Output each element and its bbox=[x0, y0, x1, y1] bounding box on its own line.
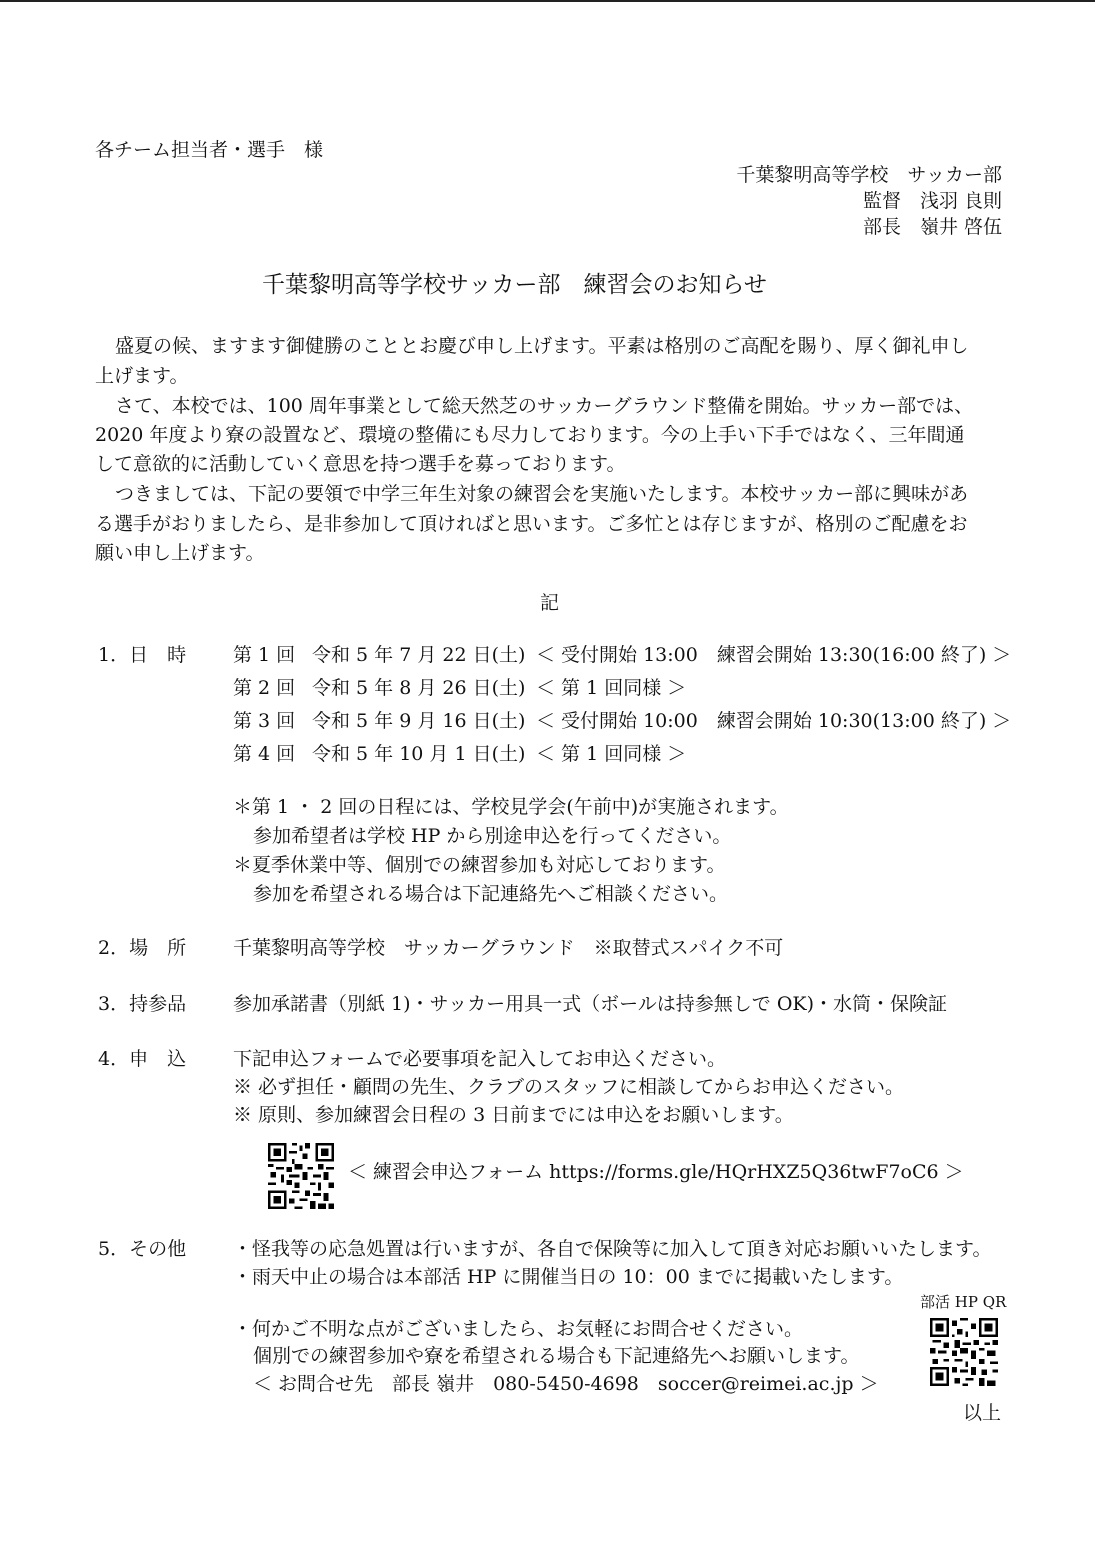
other-line-1: ・怪我等の応急処置は行いますが、各自で保険等に加入して頂き対応お願いいたします。 bbox=[233, 1238, 992, 1260]
other-line-2: ・雨天中止の場合は本部活 HP に開催当日の 10：00 までに掲載いたします。 bbox=[233, 1266, 904, 1288]
contact-info: ＜ お問合せ先 部長 嶺井 080-5450-4698 soccer@reimei.ac.jp ＞ bbox=[253, 1373, 879, 1395]
session-date: 令和 5 年 9 月 16 日(土) bbox=[312, 710, 526, 732]
apply-line-1: 下記申込フォームで必要事項を記入してお申込ください。 bbox=[233, 1048, 727, 1070]
other-line-3: ・何かご不明な点がございましたら、お気軽にお問合せください。 bbox=[233, 1318, 804, 1340]
closing: 以上 bbox=[963, 1402, 1002, 1424]
other-line-4: 個別での練習参加や寮を希望される場合も下記連絡先へお願いします。 bbox=[253, 1345, 860, 1367]
page-title: 千葉黎明高等学校サッカー部 練習会のお知らせ bbox=[262, 272, 767, 298]
club-hp-qr-code[interactable] bbox=[930, 1318, 998, 1386]
paragraph-3-line-3: 願い申し上げます。 bbox=[95, 542, 265, 564]
apply-label: 4．申 込 bbox=[98, 1048, 187, 1070]
sender-coach: 監督 浅羽 良則 bbox=[862, 190, 1002, 212]
sender-school: 千葉黎明高等学校 サッカー部 bbox=[736, 164, 1002, 186]
session-detail: ＜ 受付開始 13:00 練習会開始 13:30(16:00 終了) ＞ bbox=[536, 644, 1012, 666]
apply-line-2: ※ 必ず担任・顧問の先生、クラブのスタッフに相談してからお申込ください。 bbox=[233, 1076, 905, 1098]
place-label: 2．場 所 bbox=[98, 937, 187, 959]
paragraph-1-line-2: 上げます。 bbox=[95, 365, 189, 387]
session-number: 第 1 回 bbox=[233, 644, 296, 666]
session-detail: ＜ 第 1 回同様 ＞ bbox=[536, 677, 687, 699]
paragraph-3-line-1: つきましては、下記の要領で中学三年生対象の練習会を実施いたします。本校サッカー部に興味があ bbox=[115, 483, 969, 505]
club-qr-label: 部活 HP QR bbox=[920, 1293, 1007, 1311]
schedule-note-1-sub: 参加希望者は学校 HP から別途申込を行ってください。 bbox=[253, 825, 732, 847]
form-link[interactable]: ＜ 練習会申込フォーム https://forms.gle/HQrHXZ5Q36twF7oC6 ＞ bbox=[348, 1161, 964, 1183]
session-number: 第 2 回 bbox=[233, 677, 296, 699]
form-qr-code[interactable] bbox=[268, 1143, 334, 1209]
schedule-note-2-sub: 参加を希望される場合は下記連絡先へご相談ください。 bbox=[253, 883, 729, 905]
schedule-label: 1．日 時 bbox=[98, 644, 187, 666]
paragraph-2-line-2: 2020 年度より寮の設置など、環境の整備にも尽力しております。今の上手い下手ではなく、三年間通 bbox=[95, 424, 965, 446]
paragraph-1-line-1: 盛夏の候、ますます御健勝のこととお慶び申し上げます。平素は格別のご高配を賜り、厚く御礼申し bbox=[115, 335, 969, 357]
paragraph-3-line-2: る選手がおりましたら、是非参加して頂ければと思います。ご多忙とは存じますが、格別のご配慮をお bbox=[95, 513, 968, 535]
ki-heading: 記 bbox=[540, 592, 560, 614]
schedule-note-2: ＊夏季休業中等、個別での練習参加も対応しております。 bbox=[233, 854, 726, 876]
session-detail: ＜ 第 1 回同様 ＞ bbox=[536, 743, 687, 765]
session-date: 令和 5 年 8 月 26 日(土) bbox=[312, 677, 526, 699]
session-number: 第 4 回 bbox=[233, 743, 296, 765]
apply-line-3: ※ 原則、参加練習会日程の 3 日前までには申込をお願いします。 bbox=[233, 1104, 794, 1126]
session-number: 第 3 回 bbox=[233, 710, 296, 732]
top-border bbox=[0, 0, 1095, 2]
schedule-note-1: ＊第 1 ・ 2 回の日程には、学校見学会(午前中)が実施されます。 bbox=[233, 796, 789, 818]
sender-captain: 部長 嶺井 啓伍 bbox=[862, 216, 1002, 238]
place-text: 千葉黎明高等学校 サッカーグラウンド ※取替式スパイク不可 bbox=[233, 937, 784, 959]
items-label: 3．持参品 bbox=[98, 993, 187, 1015]
other-label: 5．その他 bbox=[98, 1238, 187, 1260]
addressee: 各チーム担当者・選手 様 bbox=[95, 139, 324, 161]
items-text: 参加承諾書（別紙 1)・サッカー用具一式（ボールは持参無しで OK)・水筒・保険証 bbox=[233, 993, 948, 1015]
session-date: 令和 5 年 10 月 1 日(土) bbox=[312, 743, 526, 765]
session-detail: ＜ 受付開始 10:00 練習会開始 10:30(13:00 終了) ＞ bbox=[536, 710, 1012, 732]
paragraph-2-line-3: して意欲的に活動していく意思を持つ選手を募っております。 bbox=[95, 453, 626, 475]
session-date: 令和 5 年 7 月 22 日(土) bbox=[312, 644, 526, 666]
paragraph-2-line-1: さて、本校では、100 周年事業として総天然芝のサッカーグラウンド整備を開始。サッカー部では、 bbox=[115, 395, 974, 417]
